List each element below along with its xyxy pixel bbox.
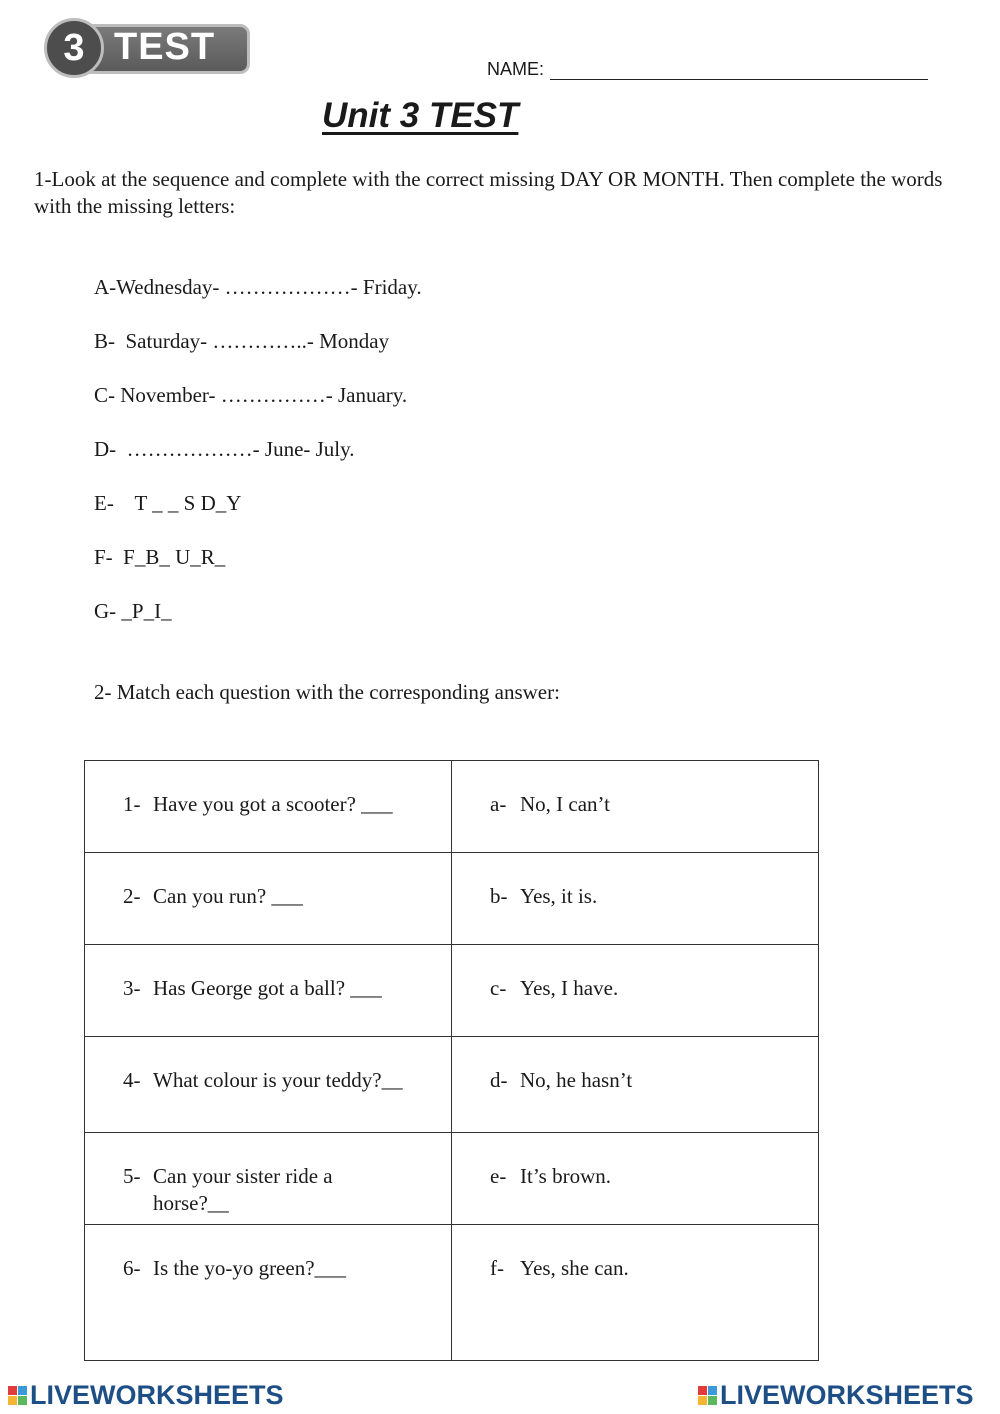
- name-label: NAME:: [487, 59, 545, 79]
- exercise1-item-c: C- November- ……………- January.: [94, 383, 408, 407]
- question-cell: 6- Is the yo-yo green?___: [85, 1225, 452, 1361]
- table-row: [85, 1225, 819, 1361]
- exercise1-item-b: B- Saturday- …………..- Monday: [94, 329, 390, 353]
- table-row: [85, 1133, 819, 1225]
- answer-cell: b- Yes, it is.: [452, 853, 819, 945]
- liveworksheets-icon: [698, 1386, 717, 1405]
- question-cell: 4- What colour is your teddy?__: [85, 1037, 452, 1133]
- exercise1-item-g: G- _P_I_: [94, 599, 172, 623]
- exercise1-item-a: A-Wednesday- ………………- Friday.: [94, 275, 422, 299]
- question-cell: 2- Can you run? ___: [85, 853, 452, 945]
- page-title: Unit 3 TEST: [322, 96, 519, 135]
- question-cell: 3- Has George got a ball? ___: [85, 945, 452, 1037]
- table-row: [85, 761, 819, 853]
- question-cell: 5- Can your sister ride a horse?__: [85, 1133, 452, 1225]
- footer-brand-left: LIVEWORKSHEETS: [8, 1380, 284, 1411]
- exercise2-instruction: 2- Match each question with the corresponding answer:: [94, 680, 560, 704]
- name-field-row: [487, 59, 928, 80]
- exercise1-item-f: F- F_B_ U_R_: [94, 545, 226, 569]
- question-cell: 1- Have you got a scooter? ___: [85, 761, 452, 853]
- logo-word: TEST: [114, 26, 216, 68]
- answer-cell: f- Yes, she can.: [452, 1225, 819, 1361]
- logo-number: 3: [44, 18, 104, 78]
- liveworksheets-icon: [8, 1386, 27, 1405]
- exercise1-instruction: 1-Look at the sequence and complete with the correct missing DAY OR MONTH. Then complete the words with the missing letters:: [34, 167, 943, 218]
- table-row: [85, 1037, 819, 1133]
- exercise1-item-d: D- ………………- June- July.: [94, 437, 355, 461]
- answer-cell: a- No, I can’t: [452, 761, 819, 853]
- name-input-line[interactable]: [550, 61, 928, 80]
- footer-brand-right: LIVEWORKSHEETS: [698, 1380, 974, 1411]
- exercise1-item-e: E- T _ _ S D_Y: [94, 491, 242, 515]
- table-row: [85, 945, 819, 1037]
- answer-cell: e- It’s brown.: [452, 1133, 819, 1225]
- matching-table: [84, 760, 819, 1361]
- answer-cell: c- Yes, I have.: [452, 945, 819, 1037]
- table-row: [85, 853, 819, 945]
- test-logo: [44, 18, 254, 82]
- answer-cell: d- No, he hasn’t: [452, 1037, 819, 1133]
